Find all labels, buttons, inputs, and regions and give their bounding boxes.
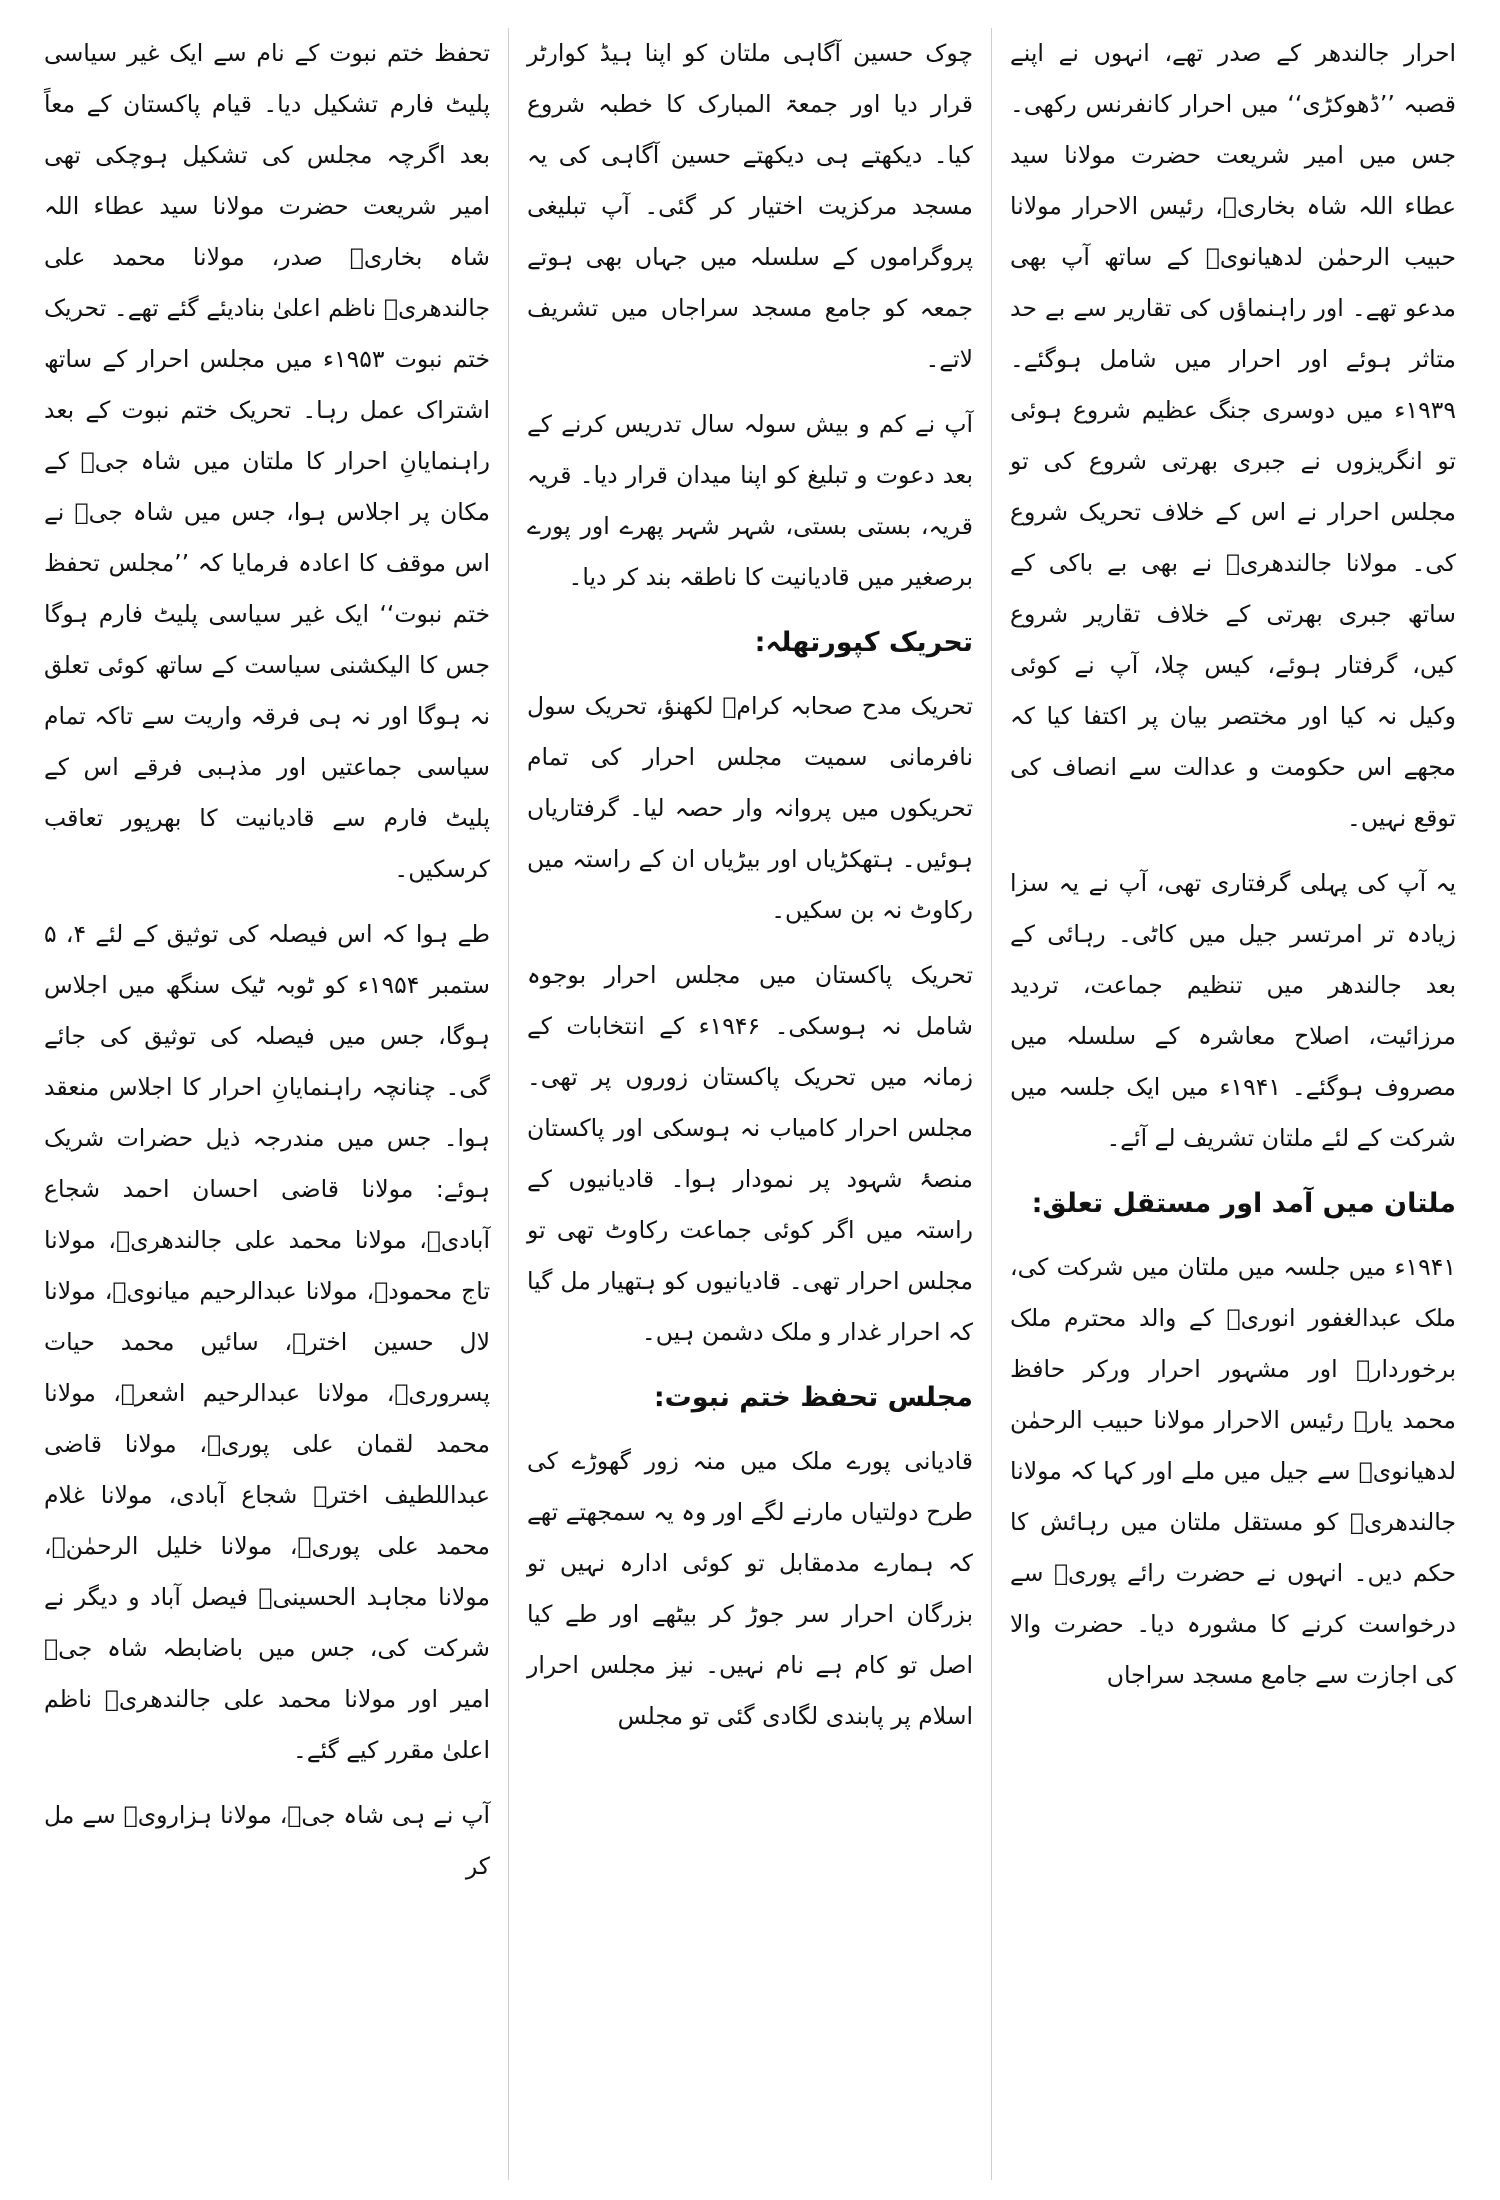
paragraph: تحریک پاکستان میں مجلس احرار بوجوہ شامل نہ ہوسکی۔ ۱۹۴۶ء کے انتخابات کے زمانہ میں تحریک پاکستان زوروں پر تھی۔ مجلس احرار کامیاب نہ ہوسکی اور پاکستان منصۂ شہود پر نمودار ہوا۔ قادیانیوں کے راستہ میں اگر کوئی جماعت رکاوٹ تھی تو مجلس احرار تھی۔ قادیانیوں کو ہتھیار مل گیا کہ احرار غدار و ملک دشمن ہیں۔ <box>527 961 973 1346</box>
text-column-middle <box>509 28 991 2180</box>
paragraph: یہ آپ کی پہلی گرفتاری تھی، آپ نے یہ سزا زیادہ تر امرتسر جیل میں کاٹی۔ رہائی کے بعد جالندھر میں تنظیم جماعت، تردید مرزائیت، اصلاح معاشرہ کے سلسلہ میں مصروف ہوگئے۔ ۱۹۴۱ء میں ایک جلسہ میں شرکت کے لئے ملتان تشریف لے آئے۔ <box>1010 869 1456 1152</box>
text-column-right <box>992 28 1474 2180</box>
paragraph: احرار جالندھر کے صدر تھے، انہوں نے اپنے قصبہ ’’ڈھوکڑی‘‘ میں احرار کانفرنس رکھی۔ جس میں امیر شریعت حضرت مولانا سید عطاء اللہ شاہ بخاریؒ، رئیس الاحرار مولانا حبیب الرحمٰن لدھیانویؒ کے ساتھ آپ بھی مدعو تھے۔ اور راہنماؤں کی تقاریر سے بے حد متاثر ہوئے اور احرار میں شامل ہوگئے۔ ۱۹۳۹ء میں دوسری جنگ عظیم شروع ہوئی تو انگریزوں نے جبری بھرتی شروع کی تو مجلس احرار نے اس کے خلاف تحریک شروع کی۔ مولانا جالندھریؒ نے بھی بے باکی کے ساتھ جبری بھرتی کے خلاف تقاریر شروع کیں، گرفتار ہوئے، کیس چلا، آپ نے کوئی وکیل نہ کیا اور مختصر بیان پر اکتفا کیا کہ مجھے اس حکومت و عدالت سے انصاف کی توقع نہیں۔ <box>1010 39 1456 832</box>
paragraph: چوک حسین آگاہی ملتان کو اپنا ہیڈ کوارٹر قرار دیا اور جمعۃ المبارک کا خطبہ شروع کیا۔ دیکھتے ہی دیکھتے حسین آگاہی کی یہ مسجد مرکزیت اختیار کر گئی۔ آپ تبلیغی پروگراموں کے سلسلہ میں جہاں بھی ہوتے جمعہ کو جامع مسجد سراجاں میں تشریف لاتے۔ <box>527 39 973 373</box>
paragraph: تحفظ ختم نبوت کے نام سے ایک غیر سیاسی پلیٹ فارم تشکیل دیا۔ قیام پاکستان کے معاً بعد اگرچہ مجلس کی تشکیل ہوچکی تھی امیر شریعت حضرت مولانا سید عطاء اللہ شاہ بخاریؒ صدر، مولانا محمد علی جالندھریؒ ناظم اعلیٰ بنادیئے گئے تھے۔ تحریک ختم نبوت ۱۹۵۳ء میں مجلس احرار کے ساتھ اشتراک عمل رہا۔ تحریک ختم نبوت کے بعد راہنمایانِ احرار کا ملتان میں شاہ جیؒ کے مکان پر اجلاس ہوا، جس میں شاہ جیؒ نے اس موقف کا اعادہ فرمایا کہ ’’مجلس تحفظ ختم نبوت‘‘ ایک غیر سیاسی پلیٹ فارم ہوگا جس کا الیکشنی سیاست کے ساتھ کوئی تعلق نہ ہوگا اور نہ ہی فرقہ واریت سے تاکہ تمام سیاسی جماعتیں اور مذہبی فرقے اس کے پلیٹ فارم سے قادیانیت کا بھرپور تعاقب کرسکیں۔ <box>44 39 491 883</box>
section-heading: تحریک کپورتھلہ: <box>754 627 973 658</box>
text-column-left <box>26 28 508 2180</box>
section-heading: ملتان میں آمد اور مستقل تعلق: <box>1031 1188 1456 1219</box>
section-heading: مجلس تحفظ ختم نبوت: <box>653 1382 973 1413</box>
paragraph: تحریک مدح صحابہ کرامؓ لکھنؤ، تحریک سول نافرمانی سمیت مجلس احرار کی تمام تحریکوں میں پروانہ وار حصہ لیا۔ گرفتاریاں ہوئیں۔ ہتھکڑیاں اور بیڑیاں ان کے راستہ میں رکاوٹ نہ بن سکیں۔ <box>527 692 973 924</box>
paragraph: ۱۹۴۱ء میں جلسہ میں ملتان میں شرکت کی، ملک عبدالغفور انوریؒ کے والد محترم ملک برخوردارؒ اور مشہور احرار ورکر حافظ محمد یارؒ رئیس الاحرار مولانا حبیب الرحمٰن لدھیانویؒ سے جیل میں ملے اور کہا کہ مولانا جالندھریؒ کو مستقل ملتان میں رہائش کا حکم دیں۔ انہوں نے حضرت رائے پوریؒ سے درخواست کرنے کا مشورہ دیا۔ حضرت والا کی اجازت سے جامع مسجد سراجاں <box>1010 1253 1456 1689</box>
paragraph: قادیانی پورے ملک میں منہ زور گھوڑے کی طرح دولتیاں مارنے لگے اور وہ یہ سمجھتے تھے کہ ہمارے مدمقابل تو کوئی ادارہ نہیں تو بزرگان احرار سر جوڑ کر بیٹھے اور طے کیا اصل تو کام ہے نام نہیں۔ نیز مجلس احرار اسلام پر پابندی لگادی گئی تو مجلس <box>527 1447 973 1730</box>
paragraph: طے ہوا کہ اس فیصلہ کی توثیق کے لئے ۴، ۵ ستمبر ۱۹۵۴ء کو ٹوبہ ٹیک سنگھ میں اجلاس ہوگا، جس میں فیصلہ کی توثیق کی جائے گی۔ چنانچہ راہنمایانِ احرار کا اجلاس منعقد ہوا۔ جس میں مندرجہ ذیل حضرات شریک ہوئے: مولانا قاضی احسان احمد شجاع آبادیؒ، مولانا محمد علی جالندھریؒ، مولانا تاج محمودؒ، مولانا عبدالرحیم میانویؒ، مولانا لال حسین اخترؒ، سائیں محمد حیات پسروریؒ، مولانا عبدالرحیم اشعرؒ، مولانا محمد لقمان علی پوریؒ، مولانا قاضی عبداللطیف اخترؒ شجاع آبادی، مولانا غلام محمد علی پوریؒ، مولانا خلیل الرحمٰنؒ، مولانا مجاہد الحسینیؒ فیصل آباد و دیگر نے شرکت کی، جس میں باضابطہ شاہ جیؒ امیر اور مولانا محمد علی جالندھریؒ ناظم اعلیٰ مقرر کیے گئے۔ <box>44 920 491 1764</box>
paragraph: آپ نے کم و بیش سولہ سال تدریس کرنے کے بعد دعوت و تبلیغ کو اپنا میدان قرار دیا۔ قریہ قریہ، بستی بستی، شہر شہر پھرے اور پورے برصغیر میں قادیانیت کا ناطقہ بند کر دیا۔ <box>527 410 973 591</box>
paragraph: آپ نے ہی شاہ جیؒ، مولانا ہزارویؒ سے مل کر <box>44 1801 490 1880</box>
